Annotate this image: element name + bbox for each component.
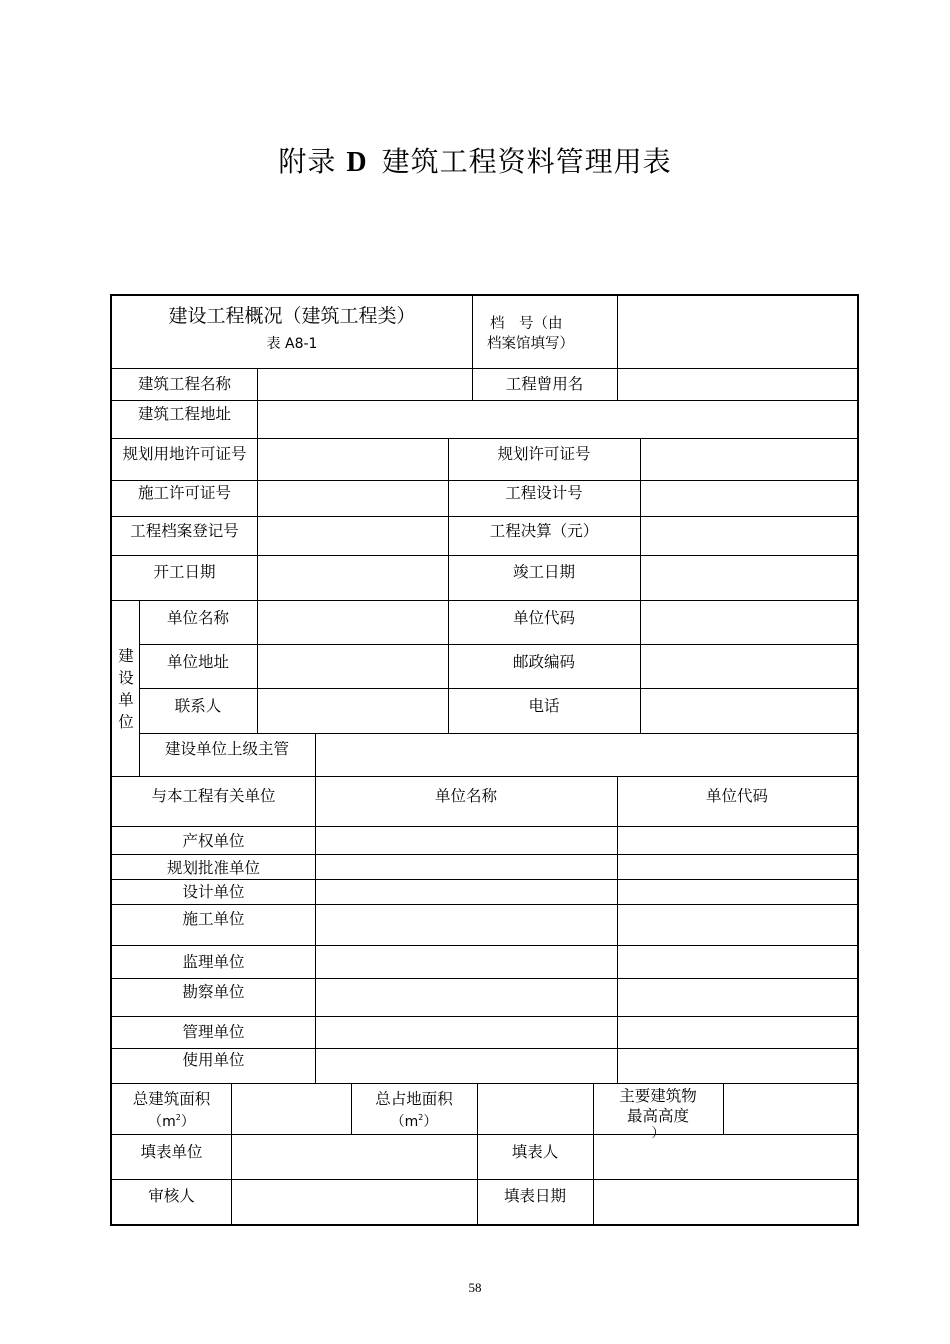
related-row-label: 勘察单位 xyxy=(182,983,245,1001)
builder-phone-label: 电话 xyxy=(528,697,560,715)
builder-group-label: 建设单位 xyxy=(118,647,134,731)
final-account-label: 工程决算（元） xyxy=(489,522,599,540)
form-name: 建设工程概况（建筑工程类） xyxy=(168,305,416,327)
page-title: 附录 D 建筑工程资料管理用表 xyxy=(278,145,672,178)
related-col-name: 单位名称 xyxy=(434,787,497,805)
total-area-label: 总建筑面积 xyxy=(132,1090,211,1108)
design-no-label: 工程设计号 xyxy=(505,484,583,502)
related-col-code: 单位代码 xyxy=(705,787,768,805)
former-name-label: 工程曾用名 xyxy=(505,375,584,393)
builder-postal-label: 邮政编码 xyxy=(512,653,575,671)
reviewer-label: 审核人 xyxy=(148,1187,195,1205)
filler-label: 填表人 xyxy=(511,1143,559,1161)
related-row-label: 施工单位 xyxy=(182,910,245,928)
page-number: 58 xyxy=(468,1280,482,1295)
form-code: 表 A8-1 xyxy=(266,336,318,352)
archive-no-label: 档 号（由 xyxy=(490,316,563,332)
completion-date-label: 竣工日期 xyxy=(512,563,575,581)
related-row-label: 产权单位 xyxy=(182,832,245,850)
land-area-unit: $(m^2)$ xyxy=(390,1113,438,1130)
builder-unit-name-label: 单位名称 xyxy=(166,609,229,627)
archive-reg-label: 工程档案登记号 xyxy=(130,522,239,540)
related-units-header: 与本工程有关单位 xyxy=(151,787,276,805)
land-permit-label: 规划用地许可证号 xyxy=(122,445,247,463)
project-name-label: 建筑工程名称 xyxy=(137,375,231,393)
project-address-label: 建筑工程地址 xyxy=(137,405,231,423)
builder-contact-label: 联系人 xyxy=(174,697,222,715)
filling-unit-label: 填表单位 xyxy=(140,1143,203,1161)
related-row-label: 管理单位 xyxy=(182,1023,245,1041)
builder-unit-code-label: 单位代码 xyxy=(512,609,575,627)
form-table xyxy=(110,294,859,1226)
related-row-label: 设计单位 xyxy=(182,883,245,901)
max-height-label-3: ） xyxy=(651,1126,665,1141)
max-height-label: 主要建筑物 xyxy=(619,1087,697,1105)
builder-superior-label: 建设单位上级主管 xyxy=(164,740,289,758)
construction-permit-label: 施工许可证号 xyxy=(137,484,231,502)
archive-no-label-2: 档案馆填写） xyxy=(487,336,574,352)
fill-date-label: 填表日期 xyxy=(503,1187,566,1205)
start-date-label: 开工日期 xyxy=(153,563,216,581)
land-area-label: 总占地面积 xyxy=(375,1090,453,1108)
related-row-label: 规划批准单位 xyxy=(166,859,260,877)
related-row-label: 监理单位 xyxy=(182,953,245,971)
builder-address-label: 单位地址 xyxy=(166,653,229,671)
related-row-label: 使用单位 xyxy=(182,1051,245,1069)
total-area-unit: $(m^2)$ xyxy=(148,1113,195,1130)
planning-permit-label: 规划许可证号 xyxy=(497,445,591,463)
max-height-label-2: 最高高度 xyxy=(626,1107,689,1125)
